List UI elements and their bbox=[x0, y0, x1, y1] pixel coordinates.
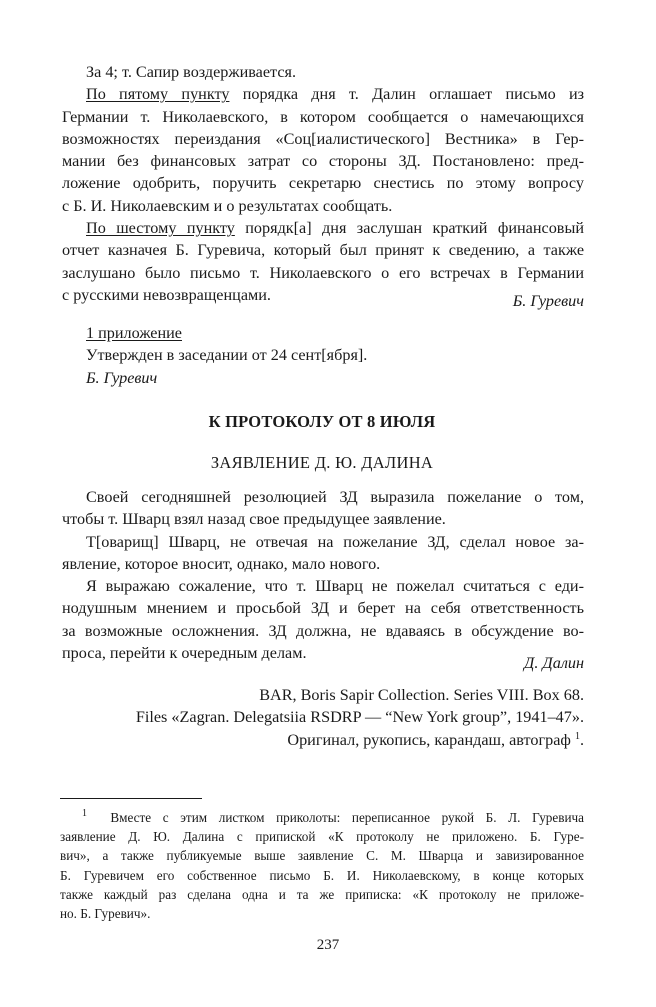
source-line1: BAR, Boris Sapir Collection. Series VIII. Box 68. bbox=[259, 686, 584, 704]
item5-line2: Германии т. Николаевского, в котором сообщается о намечающихся bbox=[62, 107, 584, 126]
statement-p2-line1: Т[оварищ] Шварц, не отвечая на пожелание ЗД, сделал новое за- bbox=[86, 532, 584, 551]
item6-line3: заслушано было письмо т. Николаевского о его встречах в Германии bbox=[62, 263, 584, 282]
footnote bbox=[60, 808, 584, 923]
item6-line2: отчет казначея Б. Гуревича, который был принят к сведению, а также bbox=[62, 241, 584, 260]
appendix-block bbox=[86, 322, 584, 389]
signature-gurevich: Б. Гуревич bbox=[512, 292, 584, 310]
statement-p3-line3: за возможные осложнения. ЗД должна, не вдаваясь в обсуждение во- bbox=[62, 621, 584, 640]
appendix-signed: Б. Гуревич bbox=[86, 368, 158, 387]
item5-line1: По пятому пункту порядка дня т. Далин оглашает письмо из bbox=[86, 85, 584, 104]
footnote-line4: Б. Гуревичем его собственное письмо Б. И. Николаевскому, в конце которых bbox=[60, 867, 584, 883]
item6-line1: По шестому пункту порядк[а] дня заслушан краткий финансовый bbox=[86, 219, 584, 238]
appendix-label: 1 приложение bbox=[86, 324, 182, 342]
vote-line: За 4; т. Сапир воздерживается. bbox=[86, 63, 297, 81]
statement-body bbox=[62, 486, 584, 664]
footnote-line1: $^1$ Вместе с этим листком приколоты: переписанное рукой Б. Л. Гуревича bbox=[82, 808, 585, 825]
signature-dalin: Д. Далин bbox=[524, 654, 584, 672]
item5-line5: ложение одобрить, поручить секретарю снестись по этому вопросу bbox=[62, 174, 584, 193]
statement-p1-line2: чтобы т. Шварц взял назад свое предыдущее заявление. bbox=[62, 510, 446, 529]
statement-p2-line2: явление, которое вносит, однако, мало нового. bbox=[62, 554, 381, 573]
page-number: 237 bbox=[316, 937, 340, 953]
footnote-line6: но. Б. Гуревич». bbox=[60, 906, 151, 922]
archival-source bbox=[60, 684, 584, 751]
item5-lead: По пятому пункту bbox=[86, 85, 230, 104]
appendix-approved: Утвержден в заседании от 24 сент[ября]. bbox=[86, 346, 368, 365]
statement-p1-line1: Своей сегодняшней резолюцией ЗД выразила пожелание о том, bbox=[86, 488, 584, 506]
footnote-divider bbox=[60, 798, 202, 799]
item5-line6: с Б. И. Николаевским и о результатах сообщать. bbox=[62, 196, 393, 215]
footnote-reference[interactable]: 1 bbox=[574, 730, 580, 742]
footnote-line2: заявление Д. Ю. Далина с припиской «К протоколу не приложено. Б. Гуре- bbox=[60, 829, 584, 845]
section-heading: К ПРОТОКОЛУ ОТ 8 ИЮЛЯ bbox=[208, 412, 436, 431]
source-line2: Files «Zagran. Delegatsiia RSDRP — “New York group”, 1941–47». bbox=[135, 708, 584, 727]
statement-p3-line4: проса, перейти к очередным делам. bbox=[62, 644, 307, 663]
minutes-block bbox=[62, 61, 584, 306]
item6-lead: По шестому пункту bbox=[86, 219, 235, 238]
item5-line4: мании без финансовых затрат со стороны ЗД. Постановлено: пред- bbox=[62, 152, 584, 171]
footnote-mark: 1 bbox=[82, 808, 87, 819]
footnote-line5: также каждый раз сделана одна и та же приписка: «К протоколу не приложе- bbox=[60, 886, 584, 902]
item5-line3: возможностях переиздания «Соц[иалистического] Вестника» в Гер- bbox=[62, 129, 584, 148]
statement-p3-line1: Я выражаю сожаление, что т. Шварц не пожелал считаться с еди- bbox=[86, 577, 584, 596]
source-line3: Оригинал, рукопись, карандаш, автограф $^1$. bbox=[287, 730, 584, 749]
footnote-line3: вич», а также публикуемые выше заявление С. М. Шварца и завизированное bbox=[60, 848, 584, 864]
item6-line4: с русскими невозвращенцами. bbox=[62, 285, 271, 304]
statement-title: ЗАЯВЛЕНИЕ Д. Ю. ДАЛИНА bbox=[210, 453, 434, 472]
statement-p3-line2: нодушным мнением и просьбой ЗД и берет на себя ответственность bbox=[62, 599, 584, 618]
